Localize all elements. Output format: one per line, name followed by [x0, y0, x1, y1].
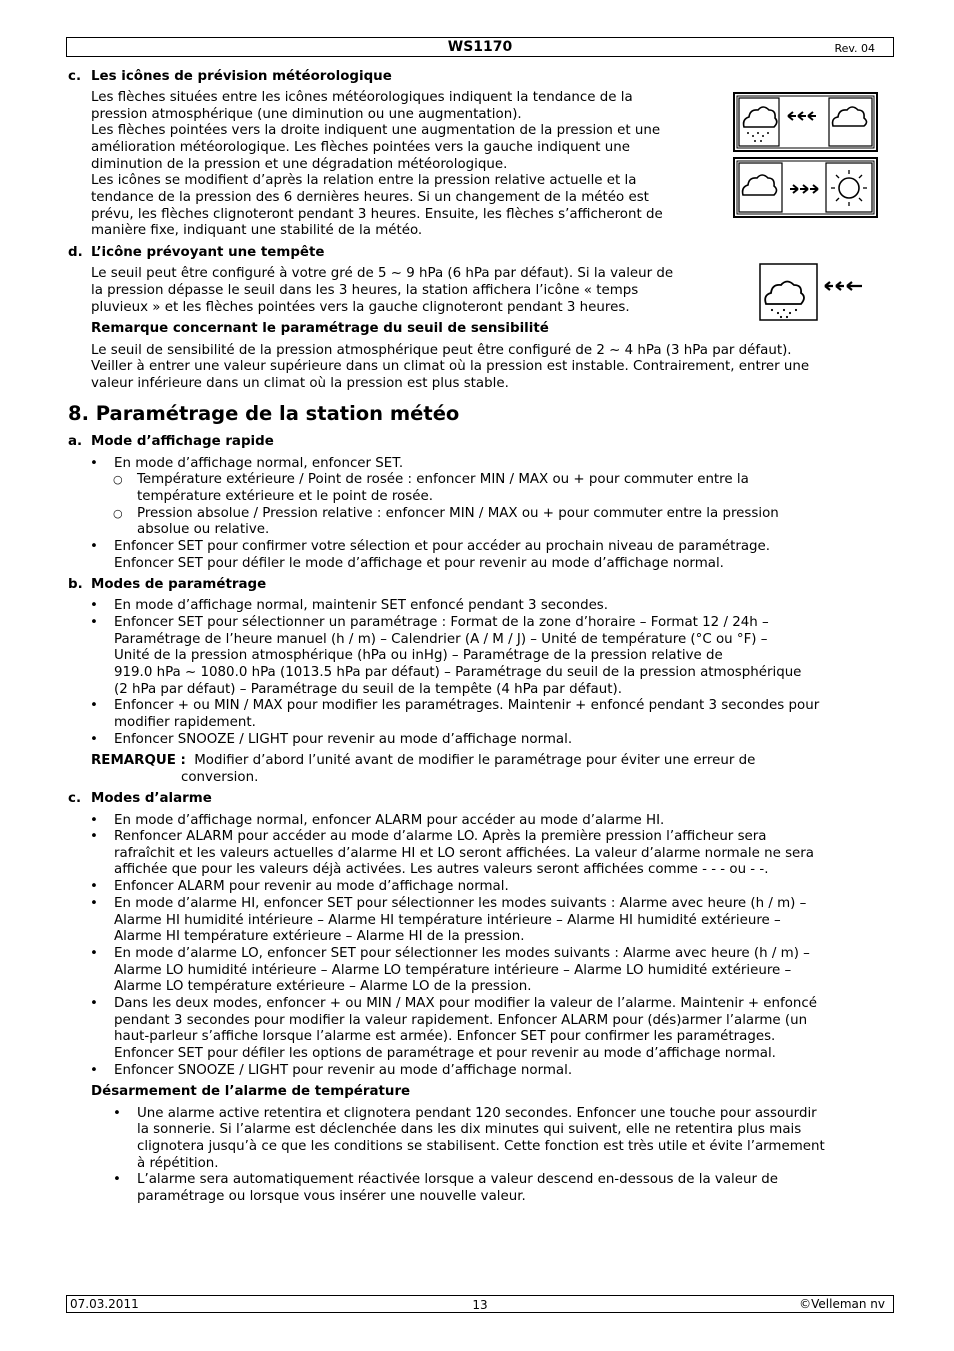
section-c1-heading: Les icônes de prévision météorologique: [91, 69, 392, 84]
b-remark-line: Modifier d’abord l’unité avant de modifier le paramétrage pour éviter une erreur de: [190, 753, 756, 768]
disarm-bullet-cont: à répétition.: [137, 1156, 219, 1171]
d-remark-heading: Remarque concernant le paramétrage du seuil de sensibilité: [91, 321, 549, 336]
c2-bullet: • En mode d’alarme LO, enfoncer SET pour sélectionner les modes suivants : Alarme avec heure (h / m) –: [114, 946, 810, 963]
disarm-bullet: • L’alarme sera automatiquement réactivée lorsque a valeur descend en-dessous de la valeur de: [137, 1172, 778, 1189]
c2-bullet: • Enfoncer ALARM pour revenir au mode d’affichage normal.: [114, 879, 509, 896]
a-bullet: • En mode d’affichage normal, enfoncer SET.: [114, 456, 403, 473]
section-a-heading: Mode d’affichage rapide: [91, 434, 274, 449]
c1-line: manière fixe, indiquant une stabilité de la météo.: [91, 223, 423, 238]
disarm-bullet-cont: clignotera jusqu’à ce que les conditions se stabilisent. Cette fonction est très utile et évite l’armement: [137, 1139, 825, 1154]
a-bullet-cont: Enfoncer SET pour défiler le mode d’affichage et pour revenir au mode d’affichage normal.: [114, 556, 724, 571]
b-bullet: • Enfoncer SNOOZE / LIGHT pour revenir au mode d’affichage normal.: [114, 732, 572, 749]
c1-line: prévu, les flèches clignoteront pendant 3 heures. Ensuite, les flèches s’afficheront de: [91, 206, 663, 222]
footer-copyright: ©Velleman nv: [799, 1297, 885, 1311]
b-remark-label: REMARQUE :: [91, 753, 186, 768]
right-arrows-icon: [790, 185, 818, 193]
section-8-heading: 8. Paramétrage de la station météo: [68, 402, 460, 425]
c2-bullet: • Dans les deux modes, enfoncer + ou MIN / MAX pour modifier la valeur de l’alarme. Maintenir + enfoncé: [114, 996, 817, 1013]
a-subitem-cont: absolue ou relative.: [137, 522, 270, 537]
c1-line: amélioration météorologique. Les flèches pointées vers la gauche indiquent une: [91, 140, 631, 155]
b-bullet-cont: Paramétrage de l’heure manuel (h / m) – Calendrier (A / M / J) – Unité de température (°C ou °F) –: [114, 632, 768, 647]
d-line: Le seuil peut être configuré à votre gré de 5 ~ 9 hPa (6 hPa par défaut). Si la valeur de: [91, 266, 674, 281]
c2-bullet-cont: affichée que pour les valeurs déjà activées. Les autres valeurs seront affichées comme - - - ou - -.: [114, 862, 769, 877]
d-line: la pression dépasse le seuil dans les 3 heures, la station affichera l’icône « temps: [91, 283, 639, 298]
b-bullet-cont: Unité de la pression atmosphérique (hPa ou inHg) – Paramétrage de la pression relative de: [114, 648, 723, 663]
c2-bullet-cont: Alarme HI humidité intérieure – Alarme HI température intérieure – Alarme HI humidité extérieure –: [114, 913, 781, 928]
forecast-panel-rising: [733, 157, 878, 218]
disarm-bullet-cont: la sonnerie. Si l’alarme est déclenchée dans les dix minutes qui suivent, elle ne retentira plus mais: [137, 1122, 802, 1137]
section-c1-label: c.: [68, 69, 82, 84]
left-arrows-icon: [788, 112, 816, 120]
c1-line: Les flèches situées entre les icônes météorologiques indiquent la tendance de la: [91, 90, 633, 105]
disarm-bullet-cont: paramétrage ou lorsque vous insérer une nouvelle valeur.: [137, 1189, 526, 1204]
c2-bullet: • En mode d’affichage normal, enfoncer ALARM pour accéder au mode d’alarme HI.: [114, 813, 664, 830]
section-c2-label: c.: [68, 791, 82, 806]
a-bullet: • Enfoncer SET pour confirmer votre sélection et pour accéder au prochain niveau de paramétrage.: [114, 539, 770, 556]
left-arrows-icon: [825, 282, 862, 290]
section-b-label: b.: [68, 577, 83, 592]
a-subitem: ○ Pression absolue / Pression relative : enfoncer MIN / MAX ou + pour commuter entre la pression: [137, 506, 779, 523]
b-bullet: • Enfoncer SET pour sélectionner un paramétrage : Format de la zone d’horaire – Format 12 / 24h –: [114, 615, 769, 632]
c2-bullet: • Enfoncer SNOOZE / LIGHT pour revenir au mode d’affichage normal.: [114, 1063, 572, 1080]
b-remark-line: conversion.: [181, 770, 259, 785]
section-c2-heading: Modes d’alarme: [91, 791, 212, 806]
d-remark-line: Veiller à entrer une valeur supérieure dans un climat où la pression est instable. Contrairement, entrer une: [91, 359, 810, 374]
section-b-heading: Modes de paramétrage: [91, 577, 267, 592]
section-d-heading: L’icône prévoyant une tempête: [91, 245, 325, 260]
b-bullet: • En mode d’affichage normal, maintenir SET enfoncé pendant 3 secondes.: [114, 598, 608, 615]
b-bullet-cont: 919.0 hPa ~ 1080.0 hPa (1013.5 hPa par défaut) – Paramétrage du seuil de la pression atmosphérique: [114, 665, 802, 680]
c2-bullet: • Renfoncer ALARM pour accéder au mode d’alarme LO. Après la première pression l’afficheur sera: [114, 829, 767, 846]
disarm-bullet: • Une alarme active retentira et clignotera pendant 120 secondes. Enfoncer une touche pour assourdir: [137, 1106, 817, 1123]
c1-line: diminution de la pression et une dégradation météorologique.: [91, 156, 508, 172]
c1-line: Les icônes se modifient d’après la relation entre la pression relative actuelle et la: [91, 173, 637, 188]
document-title: WS1170: [447, 39, 513, 55]
section-d-label: d.: [68, 245, 83, 260]
c2-bullet-cont: Alarme HI température extérieure – Alarme HI de la pression.: [114, 929, 525, 944]
revision-label: Rev. 04: [834, 42, 875, 55]
page-footer: [66, 1295, 894, 1313]
storm-warning-icon: [758, 262, 870, 322]
c2-bullet-cont: Enfoncer SET pour défiler les options de paramétrage et pour revenir au mode d’affichage normal.: [114, 1046, 776, 1061]
forecast-panel-falling: [733, 92, 878, 152]
a-subitem-cont: température extérieure et le point de rosée.: [137, 489, 433, 504]
page-header: [66, 37, 894, 57]
c2-bullet-cont: Alarme LO température extérieure – Alarme LO de la pression.: [114, 979, 532, 994]
b-bullet-cont: (2 hPa par défaut) – Paramétrage du seuil de la tempête (4 hPa par défaut).: [114, 682, 622, 697]
disarm-heading: Désarmement de l’alarme de température: [91, 1084, 411, 1099]
b-bullet: • Enfoncer + ou MIN / MAX pour modifier les paramétrages. Maintenir + enfoncé pendant 3 secondes pour: [114, 698, 819, 715]
c2-bullet-cont: Alarme LO humidité intérieure – Alarme LO température intérieure – Alarme LO humidité extérieure –: [114, 963, 792, 978]
c2-bullet-cont: rafraîchit et les valeurs actuelles d’alarme HI et LO seront affichées. La valeur d’alarme normale ne sera: [114, 846, 814, 861]
c2-bullet: • En mode d’alarme HI, enfoncer SET pour sélectionner les modes suivants : Alarme avec heure (h / m) –: [114, 896, 806, 913]
c2-bullet-cont: haut-parleur s’affiche lorsque l’alarme est armée). Enfoncer SET pour confirmer les paramétrages.: [114, 1029, 776, 1044]
page-number: 13: [472, 1298, 488, 1312]
section-a-label: a.: [68, 434, 83, 449]
d-remark-line: Le seuil de sensibilité de la pression atmosphérique peut être configuré de 2 ~ 4 hPa (3 hPa par défaut).: [91, 343, 792, 358]
d-remark-line: valeur inférieure dans un climat où la pression est plus stable.: [91, 376, 509, 391]
c1-line: Les flèches pointées vers la droite indiquent une augmentation de la pression et une: [91, 123, 661, 138]
c1-line: tendance de la pression des 6 dernières heures. Si un changement de la météo est: [91, 190, 649, 205]
footer-date: 07.03.2011: [70, 1297, 139, 1311]
c2-bullet-cont: pendant 3 secondes pour modifier la valeur rapidement. Enfoncer ALARM pour (dés)armer l’alarme (un: [114, 1013, 808, 1028]
d-line: pluvieux » et les flèches pointées vers la gauche clignoteront pendant 3 heures.: [91, 300, 630, 315]
b-bullet-cont: modifier rapidement.: [114, 715, 256, 730]
a-subitem: ○ Température extérieure / Point de rosée : enfoncer MIN / MAX ou + pour commuter entre la: [137, 472, 749, 489]
c1-line: pression atmosphérique (une diminution ou une augmentation).: [91, 106, 522, 122]
